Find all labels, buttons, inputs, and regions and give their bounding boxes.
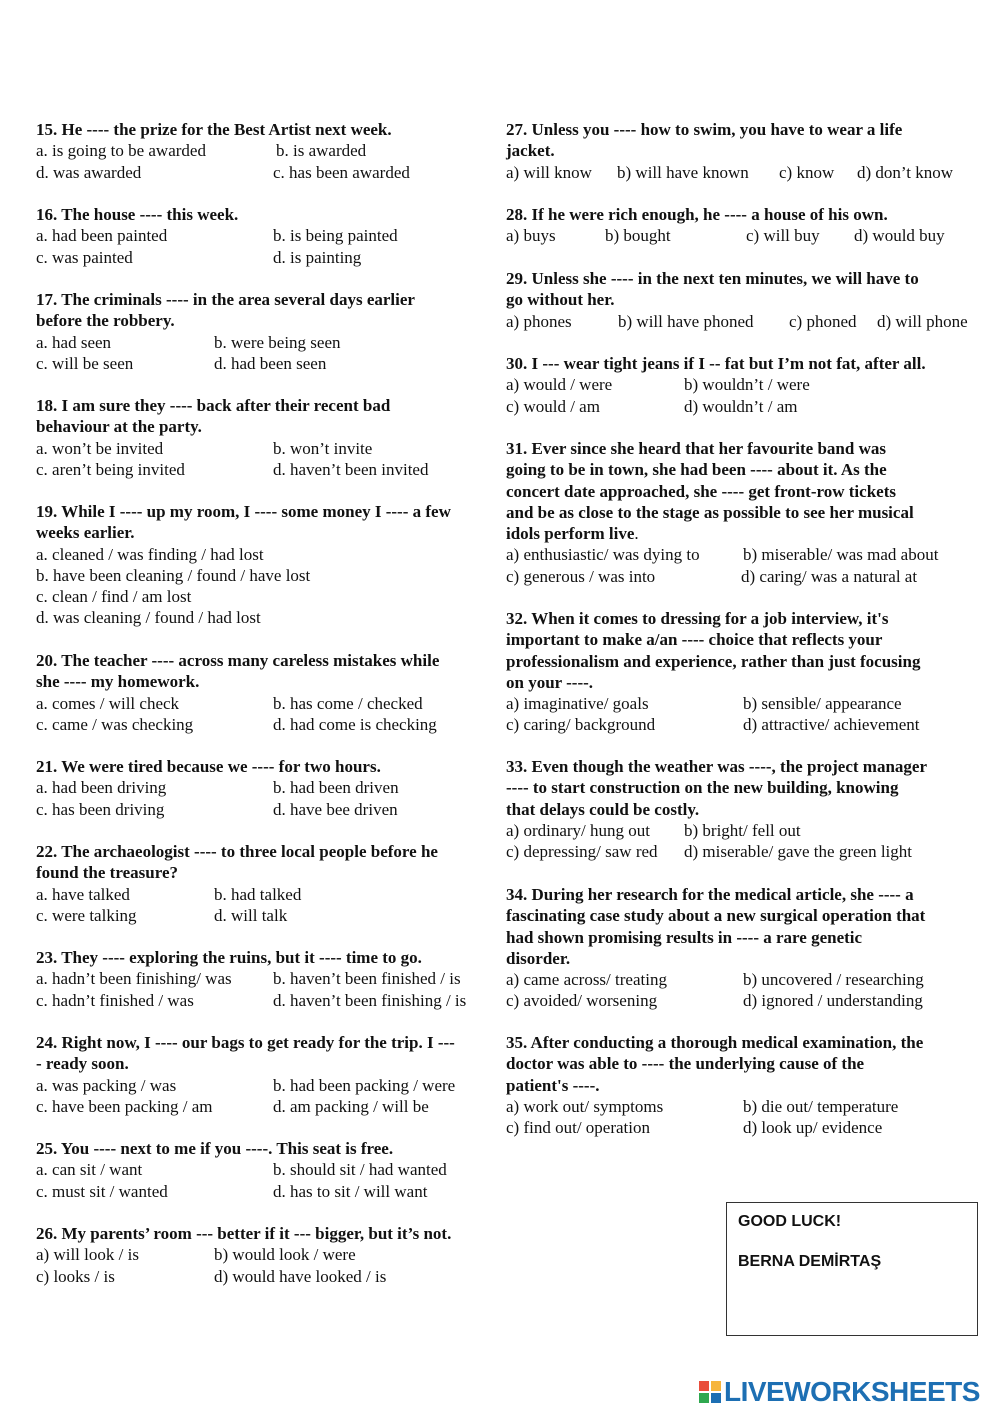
- question-text: 23. They ---- exploring the ruins, but it ---- time to go.: [36, 948, 422, 967]
- question-text: 28. If he were rich enough, he ---- a house of his own.: [506, 205, 888, 224]
- option-c: c) depressing/ saw red: [506, 842, 658, 862]
- option-c: c. clean / find / am lost: [36, 587, 192, 607]
- option-a: a. can sit / want: [36, 1160, 143, 1180]
- question-text-period: .: [634, 524, 639, 544]
- option-b: b) would look / were: [214, 1245, 356, 1265]
- option-d: d. am packing / will be: [273, 1096, 429, 1116]
- option-c: c. came / was checking: [36, 714, 194, 734]
- option-d: d. haven’t been finishing / is: [273, 990, 467, 1010]
- question-text: 18. I am sure they ---- back after their recent bad: [36, 396, 391, 415]
- option-c: c) caring/ background: [506, 715, 656, 735]
- option-b: b. haven’t been finished / is: [273, 969, 461, 989]
- option-c: c) phoned: [789, 311, 857, 331]
- option-b: b) miserable/ was mad about: [743, 545, 939, 565]
- question-text: 32. When it comes to dressing for a job interview, it's: [506, 609, 889, 628]
- question-text: 21. We were tired because we ---- for two hours.: [36, 757, 381, 776]
- question-text: before the robbery.: [36, 311, 175, 331]
- question-15: [36, 119, 496, 183]
- option-c: c. have been packing / am: [36, 1096, 213, 1116]
- option-d: d. had come is checking: [273, 714, 437, 734]
- option-d: d) look up/ evidence: [743, 1118, 883, 1138]
- question-text: 26. My parents’ room --- better if it --- bigger, but it’s not.: [36, 1224, 452, 1243]
- question-text: go without her.: [506, 290, 615, 310]
- question-17: [36, 289, 496, 374]
- option-b: b) wouldn’t / were: [684, 375, 810, 395]
- question-text: important to make a/an ---- choice that reflects your: [506, 630, 883, 650]
- option-d: d) would have looked / is: [214, 1266, 387, 1286]
- option-b: b. is awarded: [276, 141, 367, 161]
- question-31: [506, 438, 966, 587]
- question-35: [506, 1032, 966, 1138]
- option-c: c. will be seen: [36, 353, 134, 373]
- option-c: c. were talking: [36, 905, 137, 925]
- option-c: c) would / am: [506, 396, 600, 416]
- question-text: that delays could be costly.: [506, 799, 700, 819]
- option-d: d. was awarded: [36, 162, 142, 182]
- option-a: a) imaginative/ goals: [506, 694, 649, 714]
- option-b: b) uncovered / researching: [743, 970, 924, 990]
- option-d: d) miserable/ gave the green light: [684, 842, 912, 862]
- option-c: c) avoided/ worsening: [506, 991, 658, 1011]
- question-29: [506, 268, 966, 332]
- question-text: - ready soon.: [36, 1054, 129, 1074]
- option-a: a. comes / will check: [36, 693, 180, 713]
- option-c: c. has been awarded: [273, 162, 410, 182]
- option-a: a. cleaned / was finding / had lost: [36, 544, 264, 564]
- question-text: on your ----.: [506, 672, 594, 692]
- question-text: found the treasure?: [36, 863, 178, 883]
- option-d: d) will phone: [877, 311, 968, 331]
- option-b: b. is being painted: [273, 226, 398, 246]
- question-text: 27. Unless you ---- how to swim, you have to wear a life: [506, 120, 903, 139]
- option-c: c. was painted: [36, 247, 133, 267]
- author-name: BERNA DEMİRTAŞ: [738, 1253, 882, 1270]
- option-b: b. had been driven: [273, 778, 399, 798]
- question-text: 24. Right now, I ---- our bags to get ready for the trip. I ---: [36, 1033, 455, 1052]
- question-text: 29. Unless she ---- in the next ten minutes, we will have to: [506, 269, 919, 288]
- option-b: b. should sit / had wanted: [273, 1160, 447, 1180]
- option-b: b) bright/ fell out: [684, 820, 801, 840]
- option-d: d) wouldn’t / am: [684, 396, 798, 416]
- option-a: a) came across/ treating: [506, 970, 667, 990]
- question-text: 30. I --- wear tight jeans if I -- fat but I’m not fat, after all.: [506, 354, 926, 373]
- question-text: jacket.: [506, 141, 555, 161]
- option-d: d) ignored / understanding: [743, 991, 923, 1011]
- liveworksheets-watermark: [699, 1375, 980, 1409]
- option-a: a. was packing / was: [36, 1075, 177, 1095]
- option-d: d. had been seen: [214, 353, 327, 373]
- question-text: professionalism and experience, rather than just focusing: [506, 651, 921, 671]
- question-34: [506, 884, 966, 1012]
- question-20: [36, 650, 496, 735]
- question-23: [36, 947, 496, 1011]
- option-a: a) buys: [506, 226, 556, 246]
- question-18: [36, 395, 496, 480]
- question-text-tail: [506, 523, 966, 544]
- option-d: d. haven’t been invited: [273, 459, 429, 479]
- option-d: d) would buy: [854, 226, 945, 246]
- option-c: c. must sit / wanted: [36, 1181, 168, 1201]
- question-text: 35. After conducting a thorough medical examination, the: [506, 1033, 924, 1052]
- option-a: a. won’t be invited: [36, 438, 164, 458]
- question-text: fascinating case study about a new surgical operation that: [506, 906, 926, 926]
- question-text: 16. The house ---- this week.: [36, 205, 239, 224]
- question-text: concert date approached, she ---- get front-row tickets: [506, 481, 896, 501]
- question-text: doctor was able to ---- the underlying cause of the: [506, 1054, 865, 1074]
- question-33: [506, 756, 966, 862]
- question-24: [36, 1032, 496, 1117]
- question-16: [36, 204, 496, 268]
- option-a: a) will know: [506, 162, 592, 182]
- question-text: 17. The criminals ---- in the area several days earlier: [36, 290, 415, 309]
- option-d: d. is painting: [273, 247, 362, 267]
- question-text: 22. The archaeologist ---- to three local people before he: [36, 842, 438, 861]
- question-text: going to be in town, she had been ---- about it. As the: [506, 460, 887, 480]
- option-a: a) will look / is: [36, 1245, 139, 1265]
- question-text: ---- to start construction on the new building, knowing: [506, 778, 899, 798]
- option-c: c. aren’t being invited: [36, 459, 185, 479]
- liveworksheets-logo-icon: [699, 1381, 721, 1403]
- option-a: a) ordinary/ hung out: [506, 820, 650, 840]
- option-c: c) will buy: [746, 226, 820, 246]
- question-text: she ---- my homework.: [36, 672, 200, 692]
- option-b: b) sensible/ appearance: [743, 694, 902, 714]
- question-27: [506, 119, 966, 183]
- question-text: 33. Even though the weather was ----, the project manager: [506, 757, 928, 776]
- option-a: a. had seen: [36, 332, 112, 352]
- option-b: b. has come / checked: [273, 693, 423, 713]
- option-b: b. won’t invite: [273, 438, 373, 458]
- option-a: a. have talked: [36, 884, 130, 904]
- question-text: idols perform live: [506, 524, 635, 544]
- question-text: patient's ----.: [506, 1075, 600, 1095]
- signoff-box: [726, 1202, 978, 1336]
- option-a: a) would / were: [506, 375, 613, 395]
- option-d: d. was cleaning / found / had lost: [36, 608, 261, 628]
- question-text: and be as close to the stage as possible to see her musical: [506, 502, 914, 522]
- good-luck-text: GOOD LUCK!: [738, 1213, 842, 1230]
- question-26: [36, 1223, 496, 1287]
- question-22: [36, 841, 496, 926]
- option-d: d. have bee driven: [273, 799, 398, 819]
- question-text: 31. Ever since she heard that her favourite band was: [506, 439, 886, 458]
- option-d: d. will talk: [214, 905, 288, 925]
- question-text: 19. While I ---- up my room, I ---- some money I ---- a few: [36, 502, 451, 521]
- option-a: a. is going to be awarded: [36, 141, 206, 161]
- question-text: 34. During her research for the medical article, she ---- a: [506, 885, 914, 904]
- option-a: a) enthusiastic/ was dying to: [506, 545, 700, 565]
- option-c: c. has been driving: [36, 799, 165, 819]
- question-text: 20. The teacher ---- across many careless mistakes while: [36, 651, 440, 670]
- question-text: weeks earlier.: [36, 523, 135, 543]
- option-a: a) phones: [506, 311, 572, 331]
- option-b: b. had been packing / were: [273, 1075, 456, 1095]
- option-c: c) generous / was into: [506, 566, 656, 586]
- question-19: [36, 501, 496, 629]
- option-b: b. were being seen: [214, 332, 341, 352]
- option-b: b. have been cleaning / found / have lost: [36, 565, 311, 585]
- option-b: b. had talked: [214, 884, 302, 904]
- question-32: [506, 608, 966, 736]
- option-a: a) work out/ symptoms: [506, 1096, 664, 1116]
- option-d: d) don’t know: [857, 162, 954, 182]
- question-text: behaviour at the party.: [36, 417, 202, 437]
- option-d: d. has to sit / will want: [273, 1181, 428, 1201]
- option-c: c. hadn’t finished / was: [36, 990, 194, 1010]
- option-b: b) bought: [605, 226, 671, 246]
- option-b: b) will have phoned: [618, 311, 754, 331]
- option-c: c) find out/ operation: [506, 1118, 650, 1138]
- option-d: d) caring/ was a natural at: [741, 566, 918, 586]
- option-a: a. had been driving: [36, 778, 167, 798]
- question-21: [36, 756, 496, 820]
- question-text: had shown promising results in ---- a rare genetic: [506, 927, 863, 947]
- option-d: d) attractive/ achievement: [743, 715, 920, 735]
- option-b: b) die out/ temperature: [743, 1096, 899, 1116]
- question-text: disorder.: [506, 948, 571, 968]
- option-c: c) know: [779, 162, 835, 182]
- question-text: 15. He ---- the prize for the Best Artist next week.: [36, 120, 392, 139]
- question-28: [506, 204, 966, 247]
- question-30: [506, 353, 966, 417]
- question-25: [36, 1138, 496, 1202]
- option-b: b) will have known: [617, 162, 749, 182]
- option-c: c) looks / is: [36, 1266, 115, 1286]
- question-text: 25. You ---- next to me if you ----. This seat is free.: [36, 1139, 394, 1158]
- watermark-text: LIVEWORKSHEETS: [724, 1376, 980, 1407]
- option-a: a. had been painted: [36, 226, 168, 246]
- option-a: a. hadn’t been finishing/ was: [36, 969, 232, 989]
